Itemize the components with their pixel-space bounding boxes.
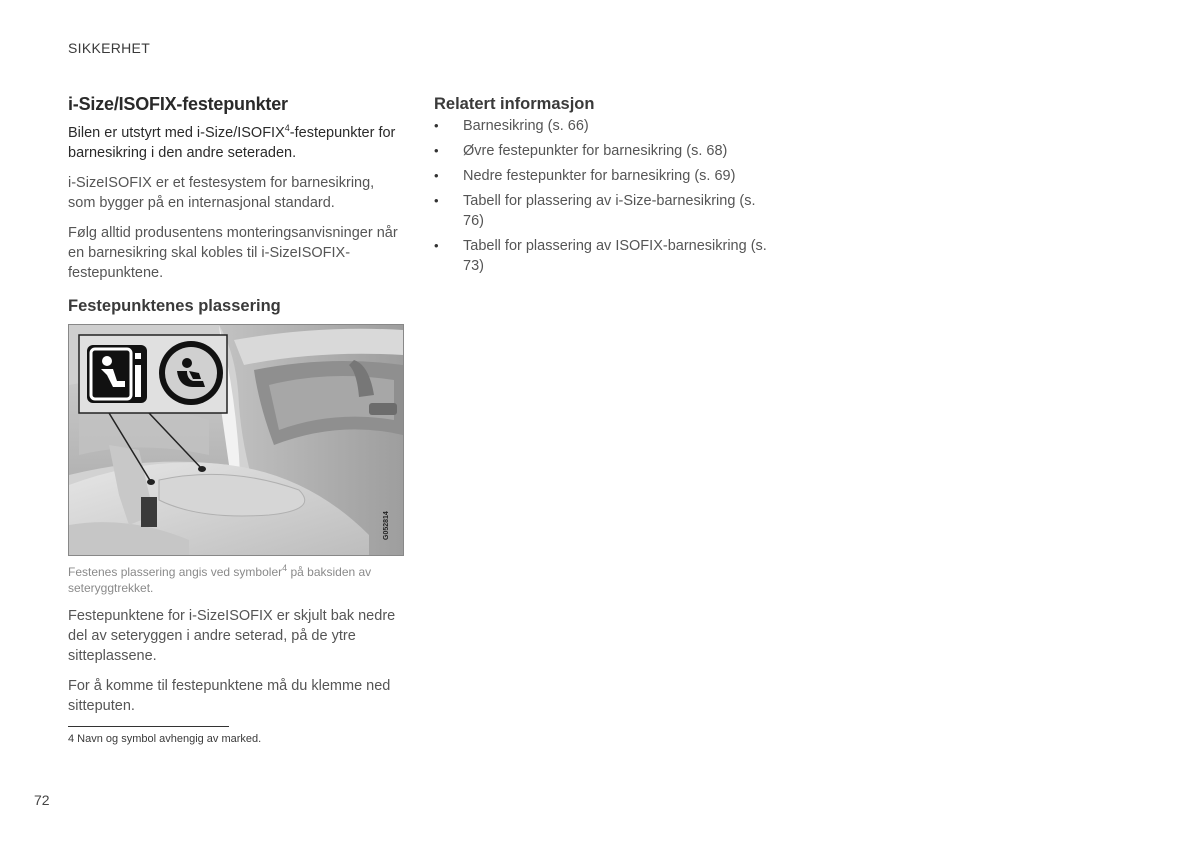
section-label: SIKKERHET	[68, 40, 151, 56]
bullet-icon: •	[434, 238, 439, 253]
child-seat-isize-icon	[159, 341, 223, 405]
footnote: 4 Navn og symbol avhengig av marked.	[68, 733, 262, 745]
bullet-icon: •	[434, 143, 439, 158]
related-link-ovre-festepunkter[interactable]	[434, 141, 774, 161]
related-link-label[interactable]: Tabell for plassering av i-Size-barnesikring (s. 76)	[463, 193, 756, 229]
related-link-label[interactable]: Øvre festepunkter for barnesikring (s. 68)	[463, 143, 728, 159]
article-column	[68, 94, 402, 716]
related-link-isofix-tabell[interactable]	[434, 236, 774, 276]
page-number: 72	[34, 792, 50, 808]
related-heading: Relatert informasjon	[434, 95, 595, 113]
paragraph-standard: i-SizeISOFIX er et festesystem for barnesikring, som bygger på en internasjonal standard.	[68, 175, 375, 211]
caption-text-b: på baksiden av seteryggtrekket.	[68, 565, 372, 595]
related-link-label[interactable]: Tabell for plassering av ISOFIX-barnesikring (s. 73)	[463, 238, 767, 274]
related-link-label[interactable]: Barnesikring (s. 66)	[463, 118, 589, 134]
subheading-placement: Festepunktenes plassering	[68, 297, 281, 315]
footnote-ref[interactable]: 4	[284, 123, 290, 134]
intro-text-b: -festepunkter for barnesikring i den andre seteraden.	[68, 125, 396, 161]
related-list	[434, 116, 774, 276]
intro-text-a: Bilen er utstyrt med i-Size/ISOFIX	[68, 125, 285, 141]
related-link-isize-tabell[interactable]	[434, 191, 774, 231]
figure-code: G052814	[383, 511, 390, 540]
bullet-icon: •	[434, 193, 439, 208]
bullet-icon: •	[434, 168, 439, 183]
child-seat-isofix-icon	[87, 345, 147, 403]
related-link-barnesikring[interactable]	[434, 116, 774, 136]
paragraph-instructions: Følg alltid produsentens monteringsanvisninger når en barnesikring skal kobles til i-SizeISOFIX-festepunktene.	[68, 225, 398, 281]
intro-text	[68, 123, 402, 163]
paragraph-access: For å komme til festepunktene må du klemme ned sitteputen.	[68, 678, 391, 714]
related-link-nedre-festepunkter[interactable]	[434, 166, 774, 186]
bullet-icon: •	[434, 118, 439, 133]
related-link-label[interactable]: Nedre festepunkter for barnesikring (s. 69)	[463, 168, 736, 184]
figure-caption	[68, 564, 402, 596]
paragraph-location: Festepunktene for i-SizeISOFIX er skjult bak nedre del av seteryggen i andre seterad, på de ytre sitteplassene.	[68, 608, 396, 664]
caption-footnote-ref[interactable]: 4	[282, 563, 288, 573]
page-title: i-Size/ISOFIX-festepunkter	[68, 94, 288, 114]
footnote-divider	[68, 726, 229, 727]
related-column	[434, 95, 774, 281]
caption-text-a: Festenes plassering angis ved symboler	[68, 565, 283, 579]
seat-illustration	[68, 324, 404, 556]
